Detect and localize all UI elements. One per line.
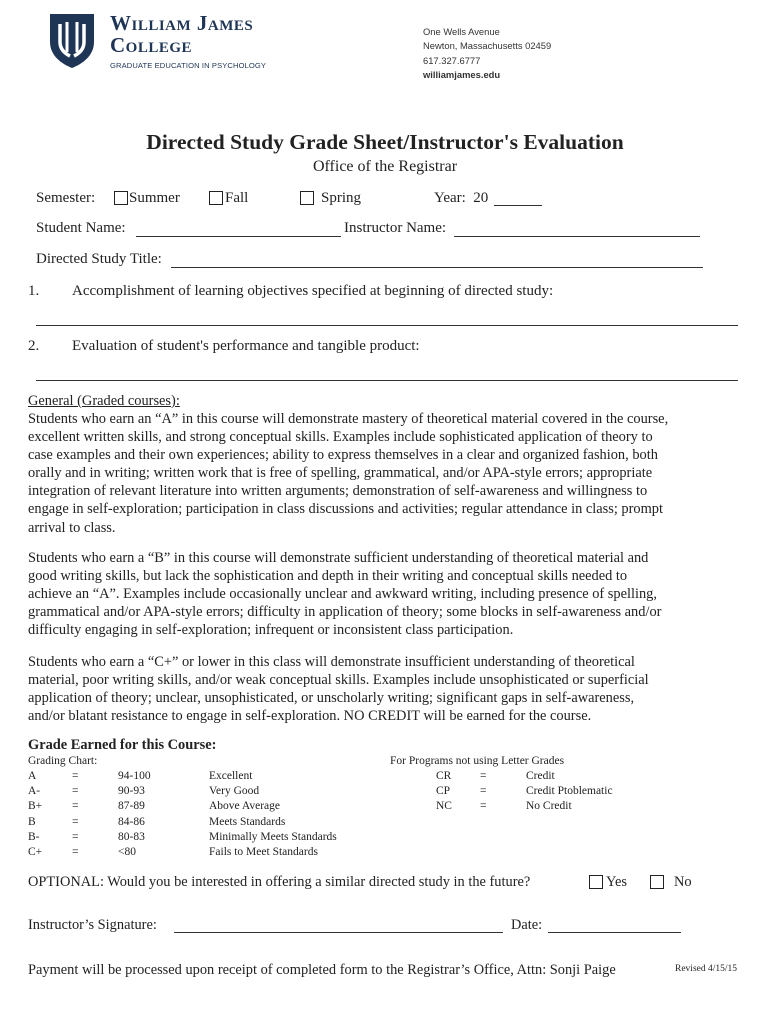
date-label: Date: [511,917,543,933]
para-a-line: case examples and their own experiences; ability to express themselves in a clear and organized fashion, both [28,447,658,464]
alt-grading-heading: For Programs not using Letter Grades [390,755,565,767]
question-1-number: 1. [28,283,40,299]
alt-desc: No Credit [526,800,572,812]
address-website: williamjames.edu [423,69,501,81]
no-label: No [674,874,692,890]
grade-range: <80 [118,846,136,858]
signature-field[interactable] [174,932,503,933]
alt-equals: = [480,770,487,782]
para-c-line: and/or blatant resistance to engage in self-exploration. NO CREDIT will be earned for the course. [28,708,592,725]
instructor-name-field[interactable] [454,236,700,237]
alt-equals: = [480,800,487,812]
grade-letter: B+ [28,800,43,812]
college-logo [48,12,96,70]
semester-label: Semester: [36,190,96,206]
grade-desc: Minimally Meets Standards [209,831,337,843]
grade-equals: = [72,816,79,828]
study-title-label: Directed Study Title: [36,251,162,267]
shield-logo-icon [48,12,96,70]
alt-equals: = [480,785,487,797]
alt-desc: Credit Ptoblematic [526,785,613,797]
fall-label: Fall [225,190,249,206]
year-label: Year: 20 [434,190,489,206]
address-block [423,25,551,83]
grade-equals: = [72,831,79,843]
grade-equals: = [72,800,79,812]
grade-earned-heading: Grade Earned for this Course: [28,737,217,753]
alt-code: NC [436,800,452,812]
para-a-line: excellent written skills, and strong conceptual skills. Examples include sophisticated application of theory to [28,429,653,446]
spring-label: Spring [321,190,362,206]
grade-letter: A [28,770,37,782]
address-city: Newton, Massachusetts 02459 [423,40,552,52]
college-tagline: GRADUATE EDUCATION IN PSYCHOLOGY [110,61,267,70]
fall-checkbox[interactable] [209,191,223,205]
general-heading: General (Graded courses): [28,393,180,409]
student-name-field[interactable] [136,236,341,237]
question-2-text: Evaluation of student's performance and tangible product: [72,338,420,354]
grade-desc: Very Good [209,785,260,797]
question-1-text: Accomplishment of learning objectives specified at beginning of directed study: [72,283,554,299]
summer-checkbox[interactable] [114,191,128,205]
para-c-line: Students who earn a “C+” or lower in this class will demonstrate insufficient understanding of theoretical [28,654,635,670]
para-b-line: difficulty engaging in self-exploration; infrequent or inconsistent class participation. [28,622,514,639]
para-b-line: Students who earn a “B” in this course will demonstrate sufficient understanding of theoretical material and [28,550,649,566]
form-subtitle: Office of the Registrar [312,158,458,175]
para-a-line: integration of relevant literature into written arguments; demonstration of self-awareness and willingness to [28,483,648,500]
study-title-field[interactable] [171,267,703,268]
para-a-line: arrival to class. [28,519,116,536]
instructor-name-label: Instructor Name: [344,220,447,236]
payment-note: Payment will be processed upon receipt of completed form to the Registrar’s Office, Attn: Sonji Paige [28,962,616,978]
grade-desc: Excellent [209,770,253,782]
grade-a-description [28,410,748,537]
spring-checkbox[interactable] [300,191,314,205]
grade-b-description [28,549,748,639]
revision-date: Revised 4/15/15 [675,964,738,974]
grading-chart-label: Grading Chart: [28,755,98,767]
alt-code: CP [436,785,451,797]
para-b-line: good writing skills, but lack the sophistication and depth in their writing and conceptual skills needed to [28,568,628,585]
grade-range: 87-89 [118,800,145,812]
question-1-answer-line[interactable] [36,325,738,326]
question-2-answer-line[interactable] [36,380,738,381]
grade-letter: A- [28,785,41,797]
question-2-number: 2. [28,338,40,354]
grade-equals: = [72,770,79,782]
yes-label: Yes [606,874,627,890]
grade-desc: Fails to Meet Standards [209,846,318,858]
para-a-line: orally and in writing; written work that is free of spelling, grammatical, and/or APA-style errors; appropriate [28,465,653,482]
college-name-line1: William James [110,11,254,35]
year-field[interactable] [494,205,542,206]
date-field[interactable] [548,932,681,933]
signature-label: Instructor’s Signature: [28,917,157,933]
address-street: One Wells Avenue [423,26,500,37]
grade-range: 84-86 [118,816,145,828]
no-checkbox[interactable] [650,875,664,889]
para-a-line: engage in self-exploration; participation in class discussions and activities; regular attendance in class; prompt [28,501,664,518]
para-a-line: Students who earn an “A” in this course will demonstrate mastery of theoretical material covered in the course, [28,411,669,427]
para-b-line: grammatical and/or APA-style errors; difficulty in application of theory; some blocks in self-awareness and/or [28,604,662,621]
optional-question: OPTIONAL: Would you be interested in offering a similar directed study in the future? [28,874,531,890]
form-title: Directed Study Grade Sheet/Instructor's Evaluation [146,130,624,154]
yes-checkbox[interactable] [589,875,603,889]
address-phone: 617.327.6777 [423,54,481,66]
grade-letter: B [28,816,36,828]
grade-range: 94-100 [118,770,151,782]
alt-code: CR [436,770,452,782]
grade-range: 80-83 [118,831,145,843]
student-name-label: Student Name: [36,220,126,236]
grade-letter: C+ [28,846,43,858]
grade-c-description [28,653,748,725]
grade-equals: = [72,785,79,797]
para-b-line: achieve an “A”. Examples include occasionally unclear and awkward writing, including presence of spelling, [28,586,657,603]
para-c-line: application of theory; unclear, unsophisticated, or unscholarly writing; significant gaps in self-awareness, [28,690,635,707]
grade-range: 90-93 [118,785,145,797]
summer-label: Summer [129,190,180,206]
grade-letter: B- [28,831,40,843]
grade-desc: Above Average [209,800,280,812]
college-name-line2: College [110,33,193,57]
grade-desc: Meets Standards [209,816,286,828]
alt-desc: Credit [526,770,555,782]
para-c-line: material, poor writing skills, and/or weak conceptual skills. Examples include unsophisticated or superficial [28,672,649,689]
grade-equals: = [72,846,79,858]
